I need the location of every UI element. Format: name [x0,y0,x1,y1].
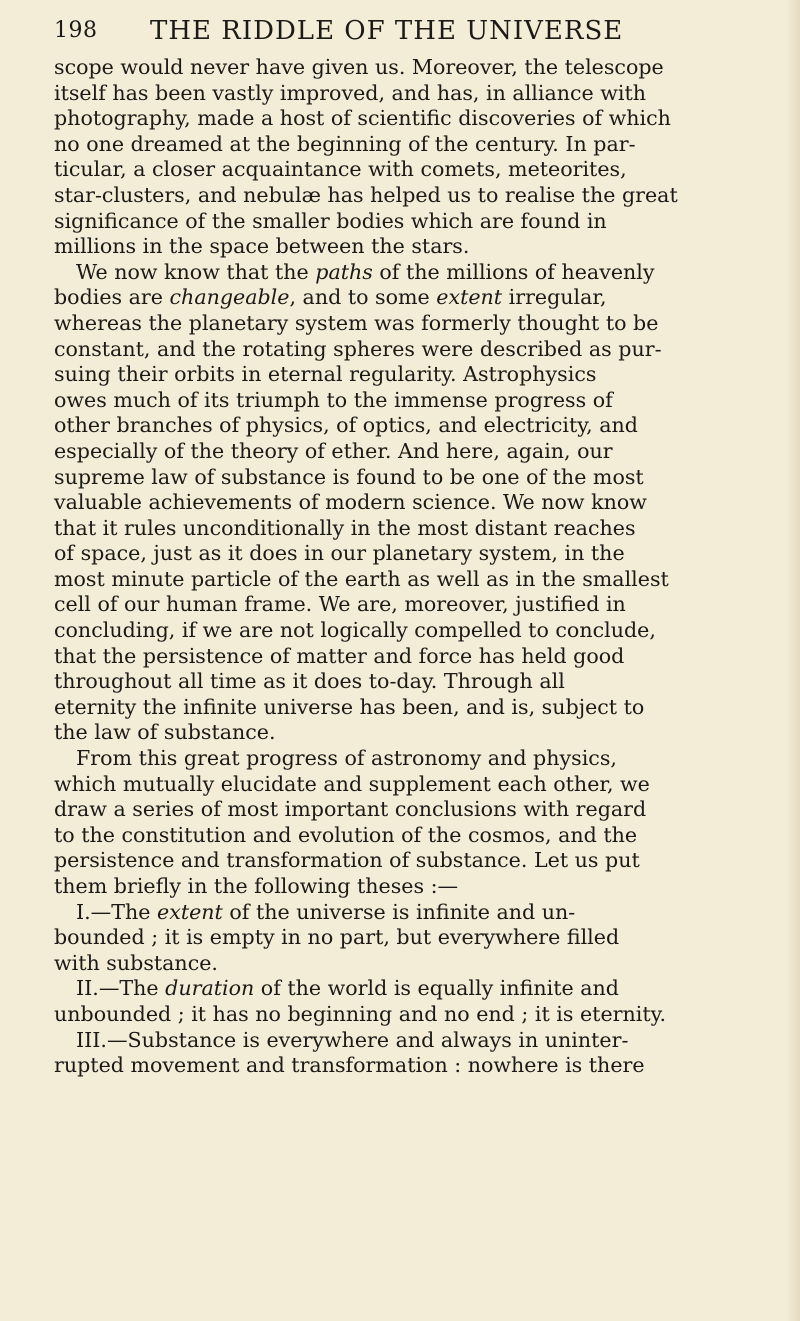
text-line: with substance. [54,950,218,975]
text-line: I.—The extent of the universe is infinite and un- [76,899,576,924]
text-line: cell of our human frame. We are, moreover, justified in [54,592,626,617]
text-line: rupted movement and transformation : nowhere is there [54,1053,645,1078]
text-line: bounded ; it is empty in no part, but everywhere filled [54,925,620,950]
text-line: star-clusters, and nebulæ has helped us to realise the great [54,182,678,207]
text-line: most minute particle of the earth as well as in the smallest [54,566,669,591]
text-line: owes much of its triumph to the immense progress of [54,387,613,412]
text-line: other branches of physics, of optics, and electricity, and [54,413,638,438]
text-line: eternity the infinite universe has been, and is, subject to [54,694,645,719]
page-header [54,10,754,50]
text-line: From this great progress of astronomy and physics, [76,746,617,771]
text-line: photography, made a host of scientific discoveries of which [54,106,671,131]
text-line: unbounded ; it has no beginning and no end ; it is eternity. [54,1001,667,1026]
text-line: draw a series of most important conclusions with regard [54,797,647,822]
text-line: persistence and transformation of substance. Let us put [54,848,640,873]
text-line: significance of the smaller bodies which are found in [54,208,607,233]
text-line: scope would never have given us. Moreover, the telescope [54,55,664,79]
running-title: THE RIDDLE OF THE UNIVERSE [150,16,624,46]
text-line: concluding, if we are not logically compelled to conclude, [54,618,656,643]
text-line: to the constitution and evolution of the cosmos, and the [54,822,638,847]
text-line: valuable achievements of modern science. We now know [54,490,647,515]
text-line: We now know that the paths of the millions of heavenly [76,259,655,284]
text-line: them briefly in the following theses :— [54,874,459,898]
text-line: II.—The duration of the world is equally infinite and [76,976,619,1001]
text-line: itself has been vastly improved, and has, in alliance with [54,80,647,105]
text-line: suing their orbits in eternal regularity. Astrophysics [54,362,597,387]
text-line: supreme law of substance is found to be one of the most [54,464,644,489]
text-line: no one dreamed at the beginning of the century. In par- [54,131,636,156]
text-line: especially of the theory of ether. And here, again, our [54,438,613,463]
text-line: millions in the space between the stars. [54,234,470,259]
text-line: constant, and the rotating spheres were described as pur- [54,336,662,361]
text-line: the law of substance. [54,720,276,745]
page-number: 198 [54,18,98,43]
text-line: which mutually elucidate and supplement each other, we [54,771,650,796]
text-line: whereas the planetary system was formerly thought to be [54,310,659,335]
text-line: that it rules unconditionally in the most distant reaches [54,515,636,540]
text-line: of space, just as it does in our planetary system, in the [54,541,625,566]
page-edge-shadow [786,0,800,1321]
text-line: ticular, a closer acquaintance with comets, meteorites, [54,157,627,182]
text-line: III.—Substance is everywhere and always in uninter- [76,1027,629,1052]
text-line: throughout all time as it does to-day. Through all [54,669,565,694]
text-line: that the persistence of matter and force has held good [54,643,625,668]
text-line: bodies are changeable, and to some extent irregular, [54,285,607,310]
body-text [54,55,759,1079]
